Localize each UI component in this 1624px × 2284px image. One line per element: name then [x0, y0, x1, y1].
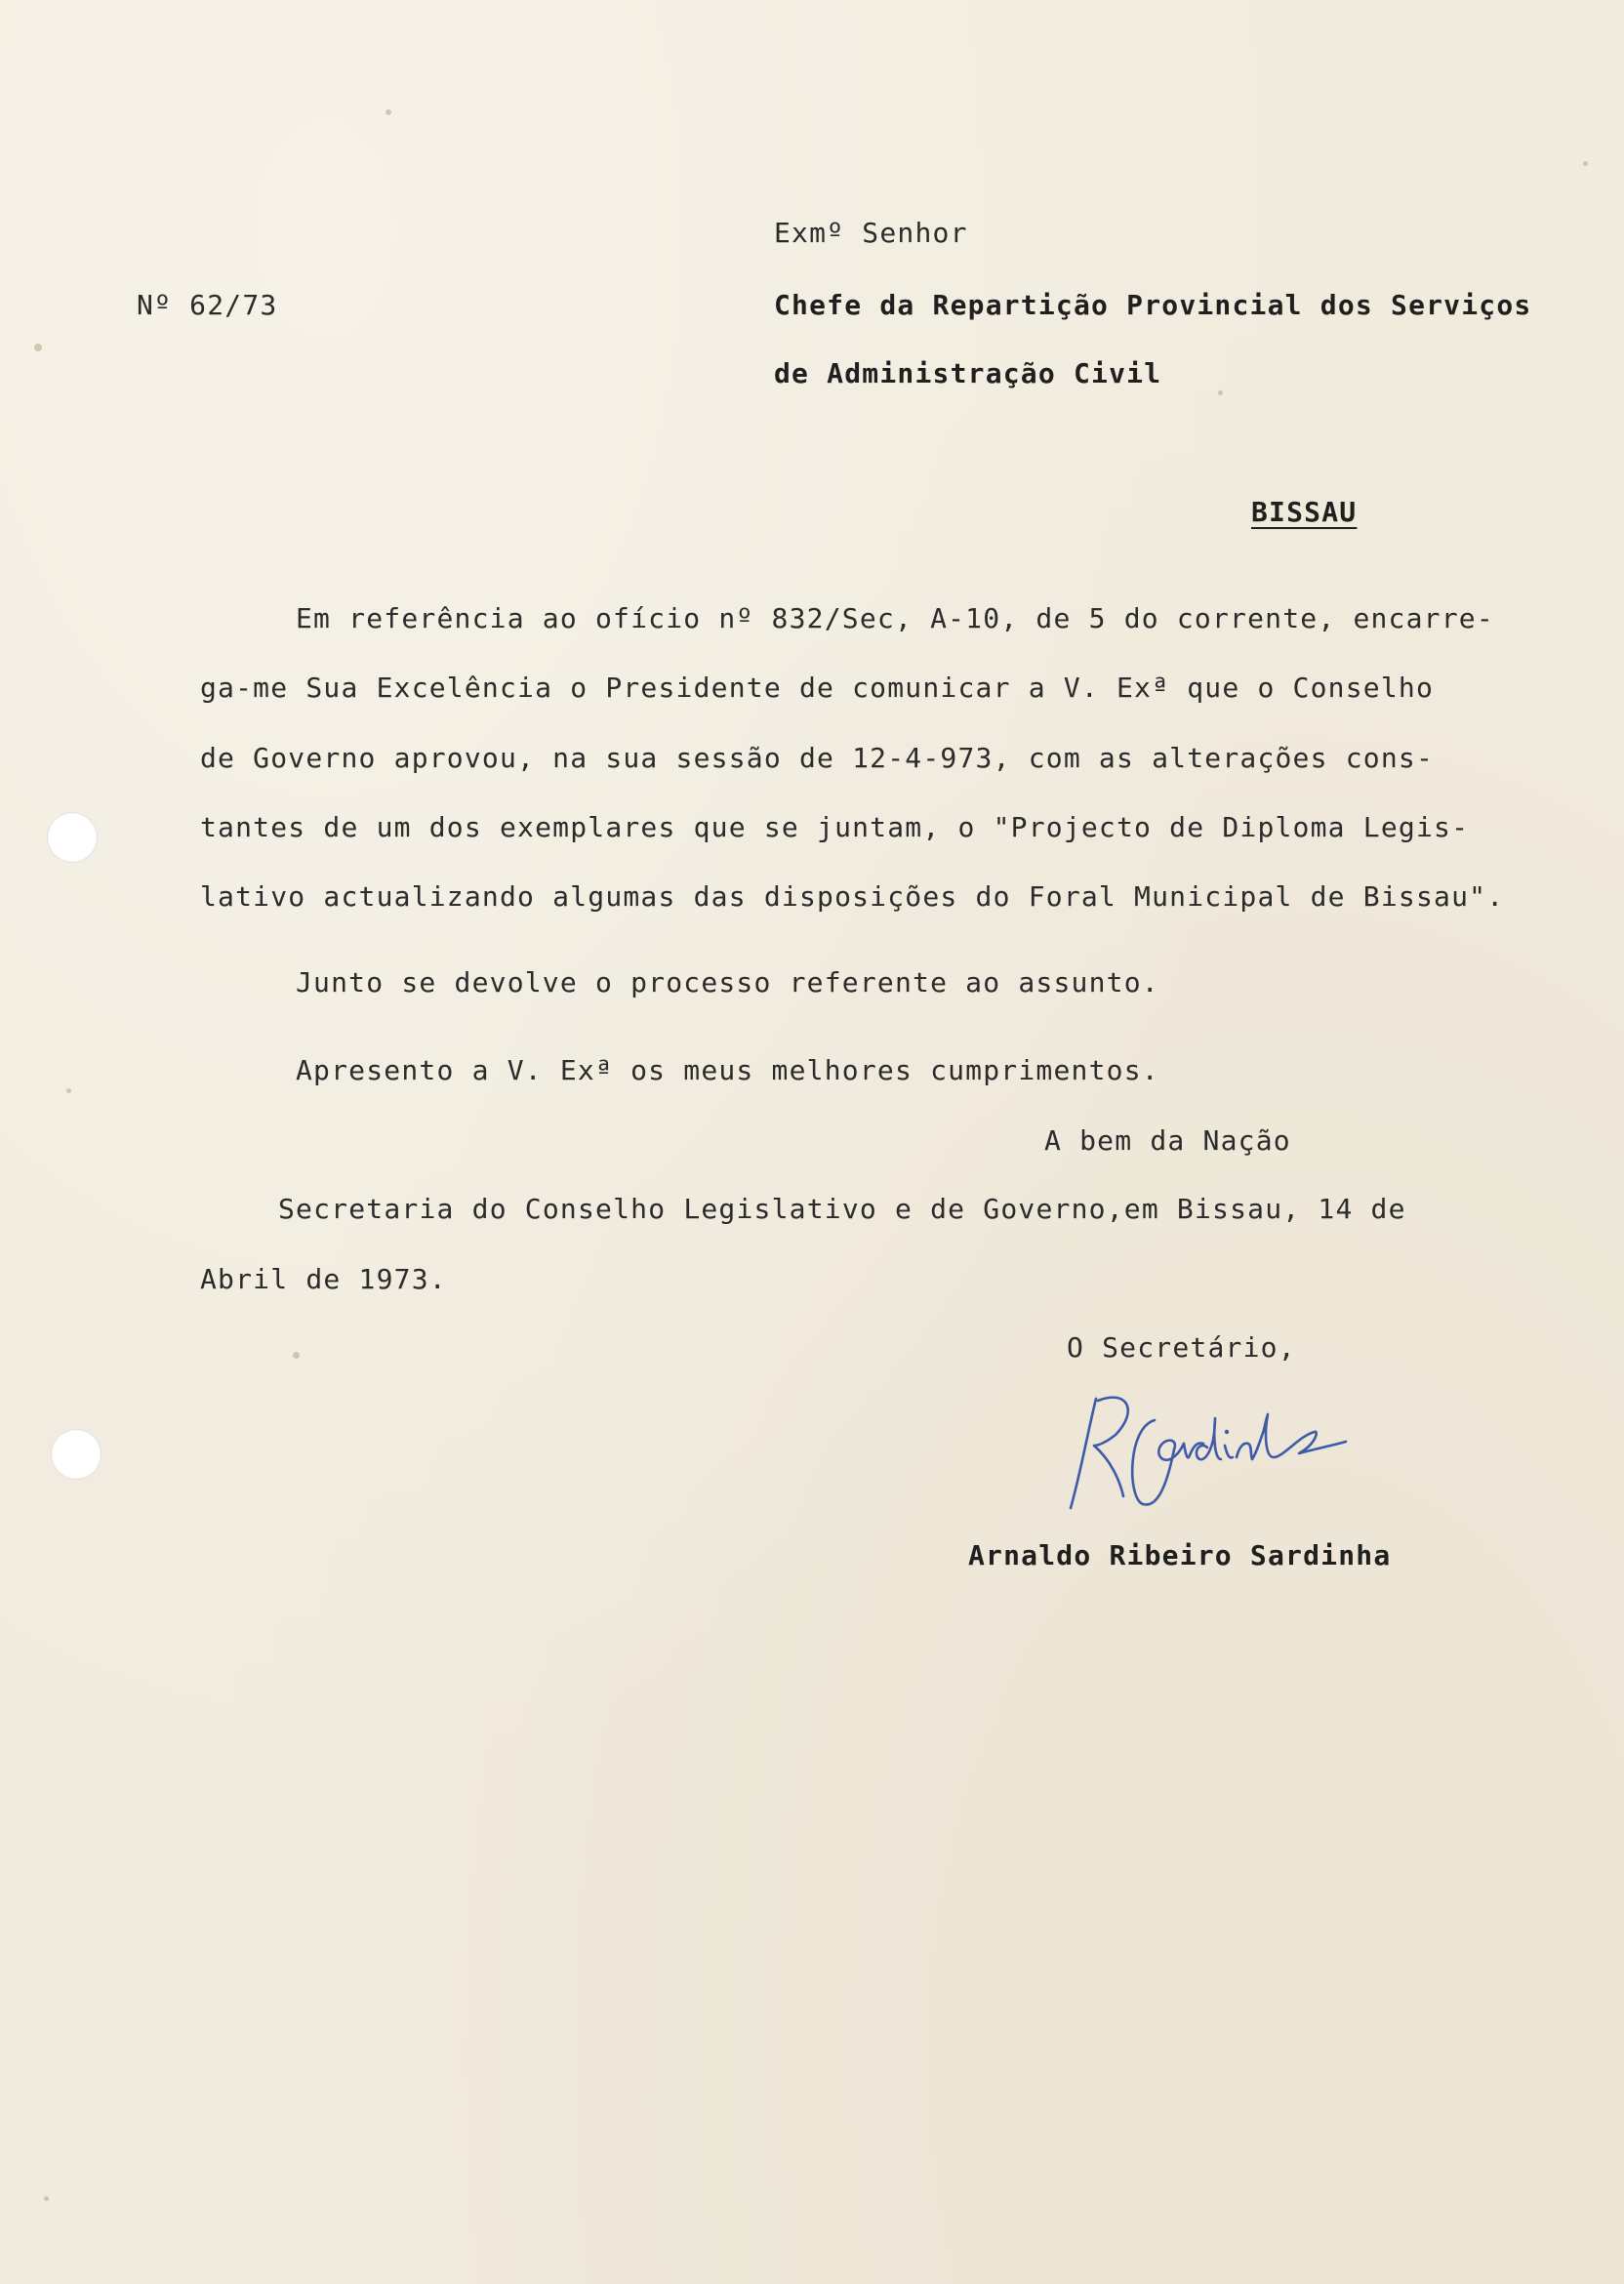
- closing-formula: A bem da Nação: [1044, 1124, 1291, 1157]
- paper-speck: [386, 109, 391, 115]
- body-line-2: ga-me Sua Excelência o Presidente de comunicar a V. Exª que o Conselho: [200, 672, 1435, 704]
- place-date-line-1: Secretaria do Conselho Legislativo e de Governo,em Bissau, 14 de: [278, 1193, 1406, 1225]
- signatory-title: O Secretário,: [1067, 1331, 1296, 1364]
- paper-speck: [293, 1352, 300, 1359]
- body-line-3: de Governo aprovou, na sua sessão de 12-4-973, com as alterações cons-: [200, 742, 1435, 774]
- body-line-5: lativo actualizando algumas das disposições do Foral Municipal de Bissau".: [200, 880, 1505, 913]
- handwritten-signature: [1059, 1381, 1352, 1518]
- paper-speck: [34, 344, 42, 351]
- body-line-1: Em referência ao ofício nº 832/Sec, A-10, de 5 do corrente, encarre-: [296, 602, 1494, 634]
- recipient-line-2: de Administração Civil: [774, 357, 1162, 389]
- signatory-name: Arnaldo Ribeiro Sardinha: [968, 1539, 1392, 1571]
- paper-speck: [1218, 390, 1223, 395]
- reference-number: Nº 62/73: [137, 289, 278, 321]
- paragraph-return-process: Junto se devolve o processo referente ao assunto.: [296, 966, 1159, 999]
- paper-speck: [66, 1088, 71, 1093]
- salutation: Exmº Senhor: [774, 217, 968, 249]
- paragraph-regards: Apresento a V. Exª os meus melhores cumprimentos.: [296, 1054, 1159, 1086]
- recipient-line-1: Chefe da Repartição Provincial dos Serviços: [774, 289, 1532, 321]
- body-line-4: tantes de um dos exemplares que se juntam, o "Projecto de Diploma Legis-: [200, 811, 1470, 843]
- punch-hole-top: [47, 812, 98, 863]
- city-heading: BISSAU: [1251, 496, 1358, 528]
- place-date-line-2: Abril de 1973.: [200, 1263, 447, 1295]
- punch-hole-bottom: [51, 1429, 102, 1480]
- paper-speck: [1583, 161, 1588, 166]
- paper-speck: [44, 2196, 49, 2201]
